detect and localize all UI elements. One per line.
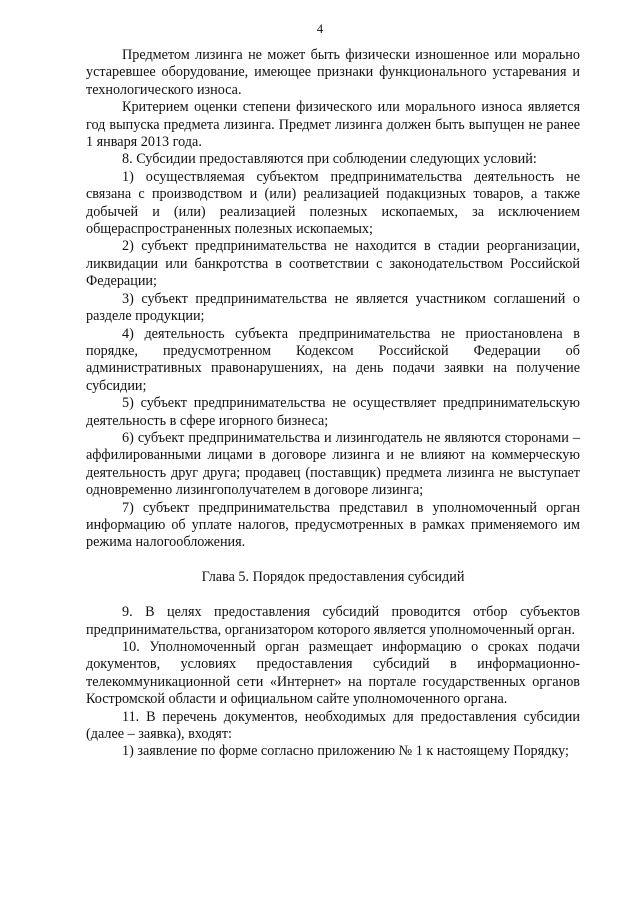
paragraph-condition-1: 1) осуществляемая субъектом предпринимательства деятельность не связана с производством и (или) реализацией подакцизных товаров, а также добычей и (или) реализацией полезных ископаемых, за исключением общераспространенных полезных ископаемых; [86, 168, 580, 238]
paragraph-item-11-1: 1) заявление по форме согласно приложению № 1 к настоящему Порядку; [122, 743, 569, 760]
paragraph-condition-4: 4) деятельность субъекта предпринимательства не приостановлена в порядке, предусмотренном Кодексом Российской Федерации об административных правонарушениях, на день подачи заявки на получение субсидии; [86, 325, 580, 394]
chapter-heading: Глава 5. Порядок предоставления субсидий [201, 568, 465, 585]
paragraph-item-8: 8. Субсидии предоставляются при соблюдении следующих условий: [122, 151, 537, 168]
paragraph-condition-5: 5) субъект предпринимательства не осуществляет предпринимательскую деятельность в сфере игорного бизнеса; [86, 395, 580, 429]
paragraph-condition-2: 2) субъект предпринимательства не находится в стадии реорганизации, ликвидации или банкротства в соответствии с законодательством Российской Федерации; [86, 238, 580, 290]
paragraph-item-10: 10. Уполномоченный орган размещает информацию о сроках подачи документов, условиях предоставления субсидий в информационно-телекоммуникационной сети «Интернет» на портале государственных органов Костромской области и официальном сайте уполномоченного органа. [86, 639, 580, 708]
paragraph-item-11: 11. В перечень документов, необходимых для предоставления субсидии (далее – заявка), входят: [86, 708, 580, 743]
document-body [86, 47, 580, 761]
paragraph-wear-criterion: Критерием оценки степени физического или морального износа является год выпуска предмета лизинга. Предмет лизинга должен быть выпущен не ранее 1 января 2013 года. [86, 99, 580, 151]
paragraph-item-9: 9. В целях предоставления субсидий проводится отбор субъектов предпринимательства, организатором которого является уполномоченный орган. [86, 604, 580, 638]
paragraph-condition-7: 7) субъект предпринимательства представил в уполномоченный орган информацию об уплате налогов, предусмотренных в рамках применяемого им режима налогообложения. [86, 499, 580, 551]
page-number: 4 [316, 22, 324, 36]
paragraph-condition-3: 3) субъект предпринимательства не является участником соглашений о разделе продукции; [86, 290, 580, 325]
paragraph-condition-6: 6) субъект предпринимательства и лизингодатель не являются сторонами – аффилированными лицами в договоре лизинга и не влияют на коммерческую деятельность друг друга; продавец (поставщик) предмета лизинга не выступает одновременно лизингополучателем в договоре лизинга; [86, 429, 580, 499]
paragraph-lease-subject-wear: Предметом лизинга не может быть физически изношенное или морально устаревшее оборудование, имеющее признаки функционального устаревания и технологического износа. [86, 47, 580, 98]
